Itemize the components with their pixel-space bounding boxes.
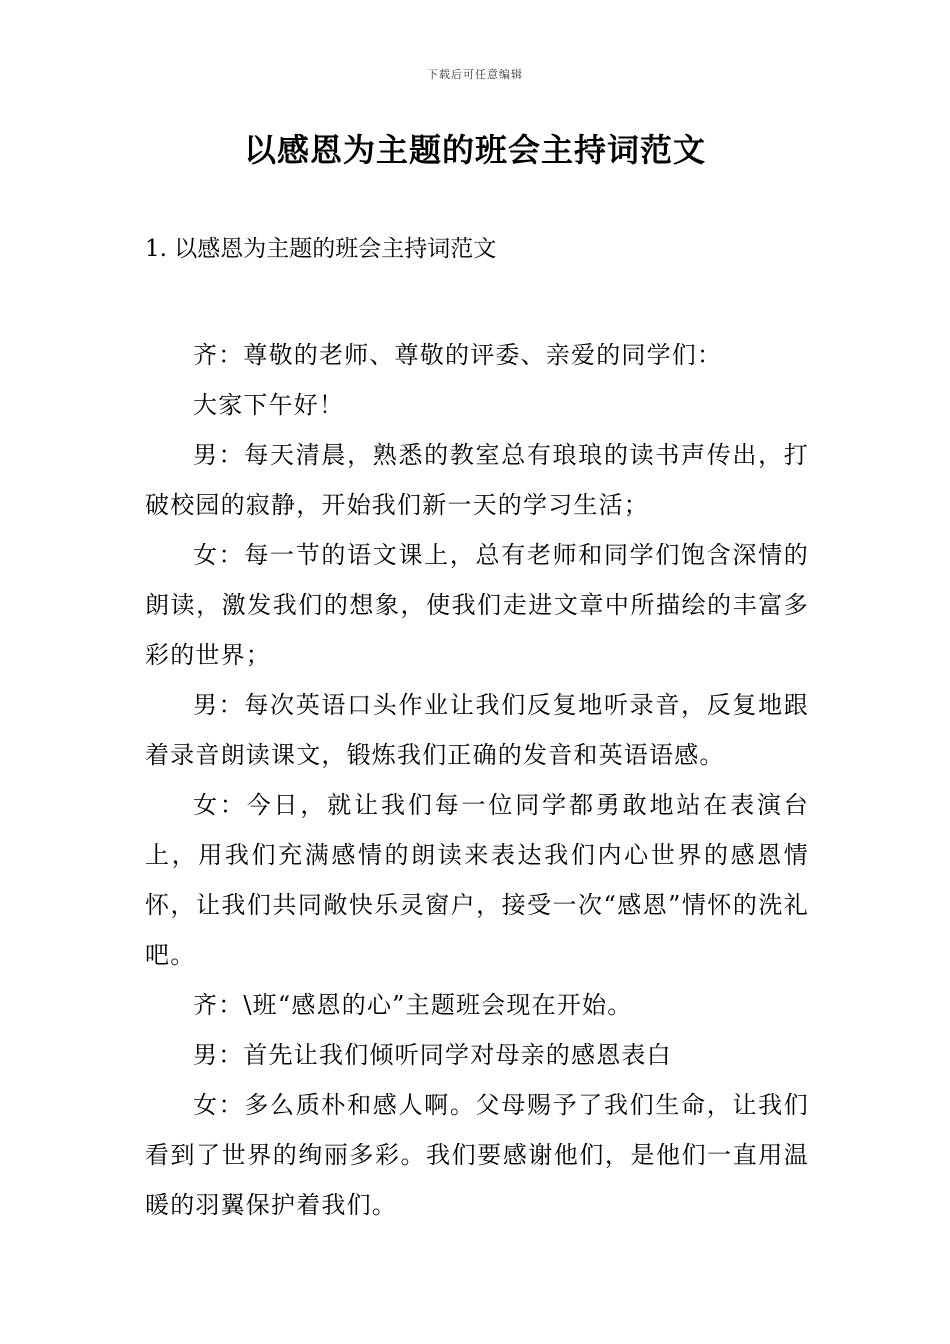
paragraph: 女：每一节的语文课上，总有老师和同学们饱含深情的朗读，激发我们的想象，使我们走进文章中所描绘的丰富多彩的世界； bbox=[145, 541, 809, 669]
paragraph: 大家下午好！ bbox=[193, 391, 345, 419]
paragraph: 男：每天清晨，熟悉的教室总有琅琅的读书声传出，打破校园的寂静，开始我们新一天的学习生活； bbox=[145, 441, 809, 519]
paragraph: 齐：尊敬的老师、尊敬的评委、亲爱的同学们： bbox=[193, 341, 723, 369]
paragraph: 齐：\班“感恩的心”主题班会现在开始。 bbox=[193, 991, 633, 1019]
paragraph: 男：每次英语口头作业让我们反复地听录音，反复地跟着录音朗读课文，锻炼我们正确的发音和英语语感。 bbox=[145, 691, 809, 769]
paragraph: 女：今日，就让我们每一位同学都勇敢地站在表演台上，用我们充满感情的朗读来表达我们内心世界的感恩情怀，让我们共同敞快乐灵窗户，接受一次“感恩”情怀的洗礼吧。 bbox=[145, 791, 809, 969]
document-title: 以感恩为主题的班会主持词范文 bbox=[243, 131, 706, 169]
body-text bbox=[145, 330, 809, 1230]
paragraph: 女：多么质朴和感人啊。父母赐予了我们生命，让我们看到了世界的绚丽多彩。我们要感谢他们，是他们一直用温暖的羽翼保护着我们。 bbox=[145, 1091, 809, 1219]
section-heading: 1. 以感恩为主题的班会主持词范文 bbox=[145, 236, 497, 262]
paragraph: 男：首先让我们倾听同学对母亲的感恩表白 bbox=[193, 1041, 672, 1069]
header-note: 下载后可任意编辑 bbox=[427, 68, 523, 81]
